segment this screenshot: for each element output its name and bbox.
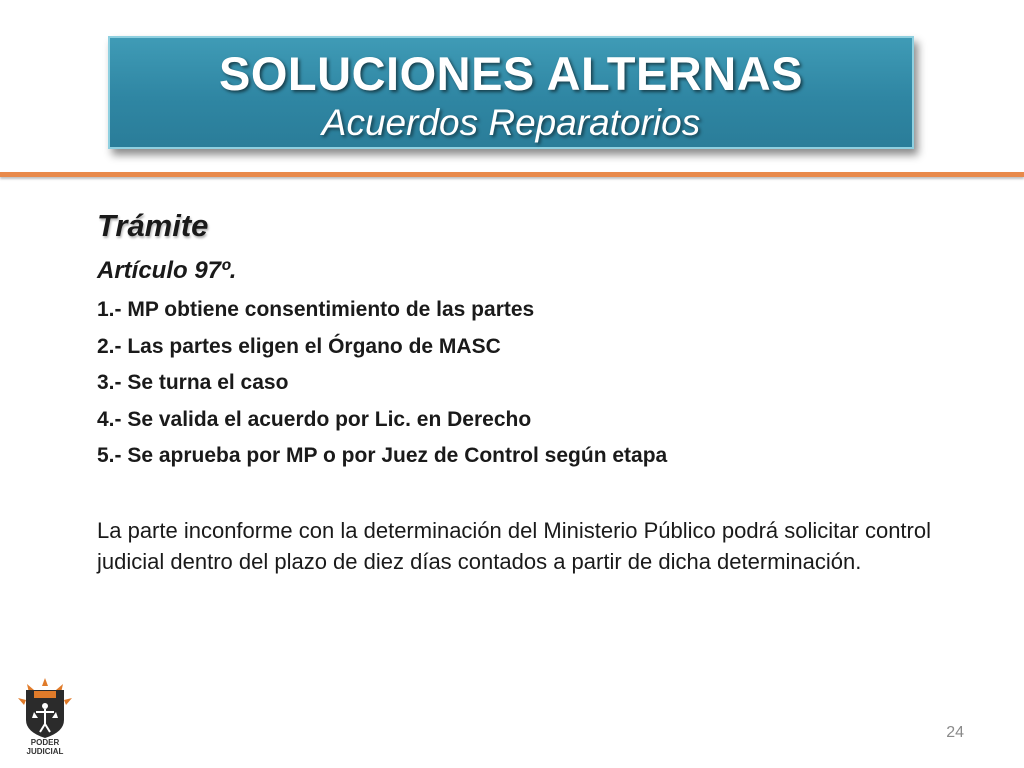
- article-label: Artículo 97º.: [97, 257, 237, 284]
- slide-content: [97, 206, 931, 599]
- page-number: 24: [946, 724, 964, 741]
- slide-subtitle: Acuerdos Reparatorios: [321, 102, 701, 143]
- list-item: 5.- Se aprueba por MP o por Juez de Control según etapa: [97, 444, 668, 467]
- logo-caption: PODER JUDICIAL: [26, 738, 64, 756]
- divider: [0, 172, 1024, 177]
- slide-title: SOLUCIONES ALTERNAS: [219, 47, 803, 100]
- list-item: 3.- Se turna el caso: [97, 371, 289, 394]
- list-item: 2.- Las partes eligen el Órgano de MASC: [97, 334, 501, 358]
- steps-list: [97, 292, 931, 475]
- note-paragraph: La parte inconforme con la determinación del Ministerio Público podrá solicitar control judicial dentro del plazo de diez días contados a partir de dicha determinación.: [97, 517, 931, 574]
- title-banner: [108, 36, 914, 149]
- list-item: 4.- Se valida el acuerdo por Lic. en Derecho: [97, 407, 532, 431]
- section-heading: Trámite: [97, 208, 209, 243]
- list-item: 1.- MP obtiene consentimiento de las partes: [97, 298, 535, 321]
